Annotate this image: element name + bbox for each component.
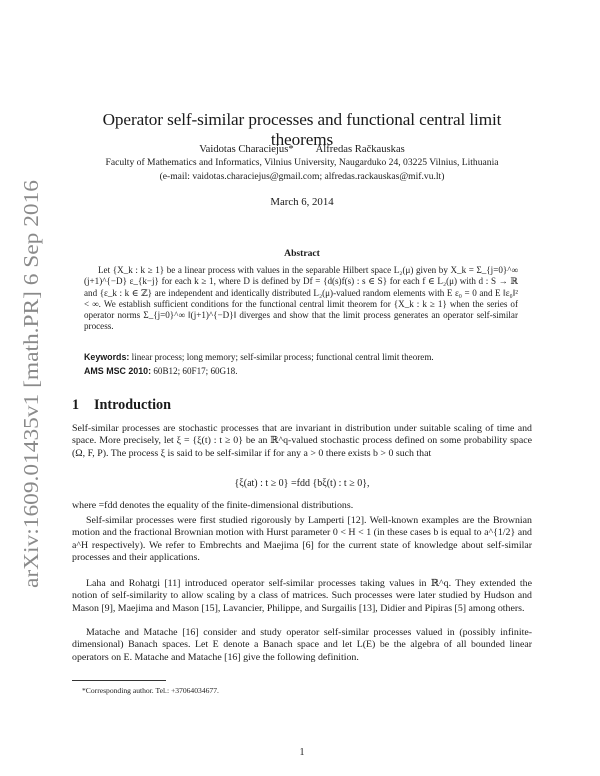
page-number: 1 xyxy=(299,747,305,758)
keywords-label: Keywords: xyxy=(84,352,130,362)
ams-classification xyxy=(84,366,518,376)
section-number: 1 xyxy=(72,397,80,413)
paragraph: Self-similar processes are stochastic processes that are invariant in distribution under suitable scaling of time and space. More precisely, let ξ = {ξ(t) : t ≥ 0} be an ℝ^q-valued stochastic process defined on some probability space (Ω, F, P). The process ξ is said to be self-similar if for any a > 0 there exists b > 0 such that xyxy=(72,423,532,459)
keywords xyxy=(84,352,518,362)
ams-label: AMS MSC 2010: xyxy=(84,366,152,376)
paper-title: Operator self-similar processes and functional central limit theorems xyxy=(102,110,502,149)
section-heading xyxy=(72,397,171,414)
footnote: *Corresponding author. Tel.: +37064034677. xyxy=(82,686,219,695)
paragraph: where =fdd denotes the equality of the finite-dimensional distributions. xyxy=(72,500,354,511)
paragraph: Laha and Rohatgi [11] introduced operator self-similar processes taking values in ℝ^q. They extended the notion of self-similarity to allow scaling by a class of matrices. Such processes were later studied by Hudson and Mason [9], Maejima and Mason [15], Lavancier, Philippe, and Surgailis [13], Didier and Pipiras [5] among others. xyxy=(72,578,532,614)
arxiv-identifier xyxy=(10,178,50,588)
paper-date: March 6, 2014 xyxy=(270,196,334,208)
author-name: Vaidotas Characiejus* xyxy=(199,144,294,155)
email-line: (e-mail: vaidotas.characiejus@gmail.com; alfredas.rackauskas@mif.vu.lt) xyxy=(159,171,445,182)
keywords-value: linear process; long memory; self-similar process; functional central limit theorem. xyxy=(131,352,434,362)
equation: {ξ(at) : t ≥ 0} =fdd {bξ(t) : t ≥ 0}, xyxy=(234,478,370,489)
arxiv-identifier-text: arXiv:1609.01435v1 [math.PR] 6 Sep 2016 xyxy=(19,212,43,588)
ams-value: 60B12; 60F17; 60G18. xyxy=(153,366,238,376)
paragraph: Matache and Matache [16] consider and study operator self-similar processes valued in (possibly infinite-dimensional) Banach spaces. Let E denote a Banach space and let L(E) be the algebra of all bounded linear operators on E. Matache and Matache [16] give the following definition. xyxy=(72,627,532,663)
affiliation: Faculty of Mathematics and Informatics, Vilnius University, Naugarduko 24, 03225 Vilnius, Lithuania xyxy=(105,157,499,168)
footnote-rule xyxy=(72,680,166,681)
author-list xyxy=(72,144,532,155)
author-name: Alfredas Račkauskas xyxy=(315,144,405,155)
abstract-text: Let {X_k : k ≥ 1} be a linear process with values in the separable Hilbert space L₂(μ) given by X_k = Σ_{j=0}^∞ (j+1)^{−D} ε_{k−j} for each k ≥ 1, where D is defined by Df = {d(s)f(s) : s ∈ S} for each f ∈ L₂(μ) with d : S → ℝ and {ε_k : k ∈ ℤ} are independent and identically distributed L₂(μ)-valued random elements with E ε₀ = 0 and E ‖ε₀‖² < ∞. We establish sufficient conditions for the functional central limit theorem for {X_k : k ≥ 1} when the series of operator norms Σ_{j=0}^∞ ‖(j+1)^{−D}‖ diverges and show that the limit process generates an operator self-similar process. xyxy=(84,265,518,332)
section-title: Introduction xyxy=(94,397,171,413)
paragraph: Self-similar processes were first studied rigorously by Lamperti [12]. Well-known examples are the Brownian motion and the fractional Brownian motion with Hurst parameter 0 < H < 1 (in these cases b is equal to a^{1/2} and a^H respectively). We refer to Embrechts and Maejima [6] for the current state of knowledge about self-similar processes and their applications. xyxy=(72,515,532,564)
abstract-heading: Abstract xyxy=(284,248,320,259)
